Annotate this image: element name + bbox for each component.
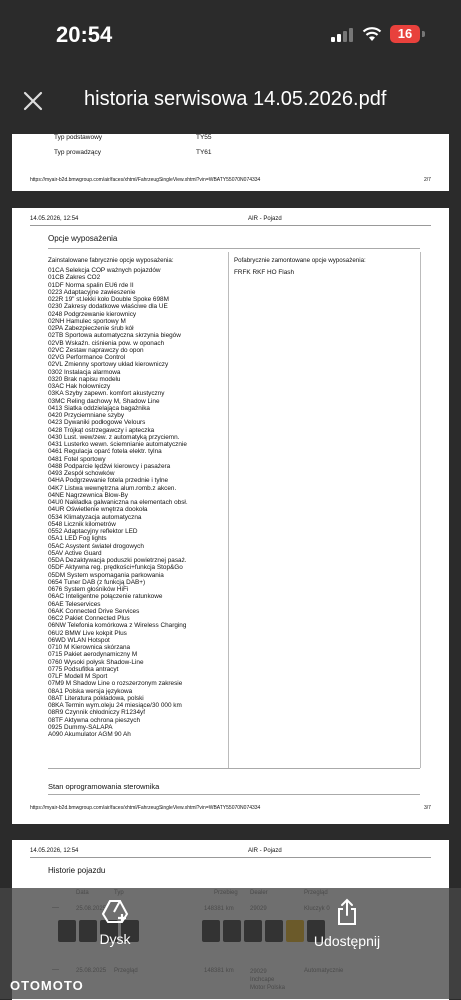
option-item: 0493 Zespół schowków xyxy=(48,470,115,477)
option-item: 0552 Adaptacyjny reflektor LED xyxy=(48,528,138,535)
drive-button[interactable] xyxy=(80,898,150,947)
option-item: 06C2 Pakiet Connected Plus xyxy=(48,615,130,622)
option-item: 02VC Zestaw naprawczy do opon xyxy=(48,346,144,354)
section-title: Stan oprogramowania sterownika xyxy=(48,782,160,791)
option-item: 0654 Tuner DAB (z funkcją DAB+) xyxy=(48,578,146,586)
column-divider xyxy=(420,252,421,768)
page-number: 3/7 xyxy=(424,805,431,811)
service-thumbnail xyxy=(202,920,220,942)
option-item: A090 Akumulator AGM 90 Ah xyxy=(48,731,131,738)
divider xyxy=(48,794,420,795)
drive-icon xyxy=(101,898,129,924)
option-item: 022R 19" st.lekki koło Double Spoke 698M xyxy=(48,296,169,303)
option-item: 05AV Active Guard xyxy=(48,549,102,557)
option-item: 03MC Reling dachowy M, Shadow Line xyxy=(48,397,160,405)
option-item: 0488 Podparcie lędźwi kierowcy i pasażera xyxy=(48,462,171,470)
option-item: 02TB Sportowa automatyczna skrzynia biegów xyxy=(48,332,181,340)
watermark-logo: OTOMOTO xyxy=(10,978,84,993)
row-value: TY55 xyxy=(196,134,212,141)
option-item: 0423 Dywaniki podłogowe Velours xyxy=(48,419,146,427)
option-item: 04K7 Listwa wewnętrzna alum.romb.z akcen. xyxy=(48,484,177,492)
option-item: 02PA Zabezpieczenie śrub kół xyxy=(48,325,134,332)
option-item: 04HA Podgrzewanie fotela przednie i tylne xyxy=(48,477,169,485)
option-item: 08KA Termin wym.oleju 24 miesiące/30 000 km xyxy=(48,702,182,709)
option-item: 05DA Dezaktywacja poduszki powietrznej pasaż. xyxy=(48,557,187,564)
column-divider xyxy=(228,252,229,768)
page-url: https://myair-b2d.bmwgroup.com/air/faces/xhtml/FahrzeugSingleView.xhtml?vin=WBATY55070N074334 xyxy=(30,177,261,183)
share-icon xyxy=(335,898,359,926)
option-item: 02NH Hamulec sportowy M xyxy=(48,317,126,325)
status-bar xyxy=(0,0,461,70)
battery-tip xyxy=(422,31,425,37)
option-item: 0760 Wysoki połysk Shadow-Line xyxy=(48,658,144,666)
option-item: 0248 Podgrzewanie kierownicy xyxy=(48,310,137,318)
pdf-page-2 xyxy=(12,134,449,191)
option-item: 0710 M Kierownica skórzana xyxy=(48,644,131,651)
option-item: 02VG Performance Control xyxy=(48,354,126,361)
divider xyxy=(30,225,431,226)
retrofit-item: FRFK RKF HO Flash xyxy=(234,269,295,276)
share-button[interactable] xyxy=(302,898,392,949)
option-item: 06NW Telefonia komórkowa z Wireless Charging xyxy=(48,622,187,630)
app-name: AIR - Pojazd xyxy=(248,216,282,222)
option-item: 0430 Lust. wew/zew. z automatyką przyciemn. xyxy=(48,433,180,441)
row-label: Typ podstawowy xyxy=(54,134,103,141)
divider xyxy=(48,768,420,769)
section-title: Historie pojazdu xyxy=(48,866,106,875)
app-name: AIR - Pojazd xyxy=(248,848,282,854)
option-item: 0676 System głośników HiFi xyxy=(48,586,129,593)
close-icon[interactable] xyxy=(22,90,44,112)
option-item: 01DF Norma spalin EU6 rde II xyxy=(48,281,134,289)
row-value: TY61 xyxy=(196,149,212,156)
option-item: 03AC Hak holowniczy xyxy=(48,383,111,390)
option-item: 0230 Zakresy dodatkowe właściwe dla UE xyxy=(48,303,168,311)
option-item: 0320 Brak napisu modelu xyxy=(48,375,121,383)
battery-icon: 16 xyxy=(390,25,420,43)
option-item: 08TF Aktywna ochrona pieszych xyxy=(48,716,140,724)
option-item: 0775 Podsufitka antracyt xyxy=(48,665,119,673)
print-date: 14.05.2026, 12:54 xyxy=(30,216,79,222)
option-item: 05DM System wspomagania parkowania xyxy=(48,571,164,579)
option-item: 06AE Teleservices xyxy=(48,600,101,608)
option-item: 04NE Nagrzewnica Blow-By xyxy=(48,491,128,499)
option-item: 03KA Szyby zapewn. komfort akustyczny xyxy=(48,390,165,398)
option-item: 0420 Przyciemniane szyby xyxy=(48,412,125,419)
option-item: 0302 Instalacja alarmowa xyxy=(48,368,121,376)
option-item: 01CA Selekcja COP ważnych pojazdów xyxy=(48,267,161,274)
clock: 20:54 xyxy=(56,22,113,47)
option-item: 0481 Fotel sportowy xyxy=(48,455,106,463)
option-item: 0428 Trójkąt ostrzegawczy i apteczka xyxy=(48,426,155,434)
right-column-heading: Pofabrycznie zamontowane opcje wyposażenia: xyxy=(234,257,366,264)
option-item: 08R9 Czynnik chłodniczy R1234yf xyxy=(48,709,145,717)
option-item: 06U2 BMW Live kokpit Plus xyxy=(48,629,127,637)
page-url: https://myair-b2d.bmwgroup.com/air/faces/xhtml/FahrzeugSingleView.xhtml?vin=WBATY55070N074334 xyxy=(30,805,261,811)
option-item: 04U0 Nakładka galwaniczna na elementach obsł. xyxy=(48,499,188,506)
print-date: 14.05.2026, 12:54 xyxy=(30,848,79,854)
option-item: 01CB Zakres CO2 xyxy=(48,274,101,282)
cellular-signal-icon xyxy=(331,28,353,42)
option-item: 06WD WLAN Hotspot xyxy=(48,636,110,644)
option-item: 0548 Licznik kilometrów xyxy=(48,520,116,528)
option-item: 0715 Pakiet aerodynamiczny M xyxy=(48,651,138,659)
document-title: historia serwisowa 14.05.2026.pdf xyxy=(84,88,387,110)
page-number: 2/7 xyxy=(424,177,431,183)
option-item: 05AC Asystent świateł drogowych xyxy=(48,542,144,550)
option-item: 0223 Adaptacyjne zawieszenie xyxy=(48,288,136,296)
divider xyxy=(48,248,420,249)
service-thumbnail xyxy=(58,920,76,942)
option-item: 02VB Wskaźn. ciśnienia pow. w oponach xyxy=(48,339,165,347)
option-item: 08AT Literatura pokładowa, polski xyxy=(48,694,144,702)
share-label: Udostępnij xyxy=(313,933,381,949)
section-title: Opcje wyposażenia xyxy=(48,234,118,243)
option-item: 07M9 M Shadow Line o rozszerzonym zakresie xyxy=(48,680,183,688)
option-item: 05A1 LED Fog lights xyxy=(48,535,107,543)
pdf-page-3 xyxy=(12,208,449,824)
left-column-heading: Zainstalowane fabrycznie opcje wyposażenia: xyxy=(48,257,174,264)
service-thumbnail xyxy=(265,920,283,942)
option-item: 0534 Klimatyzacja automatyczna xyxy=(48,513,142,521)
option-item: 02VL Zmienny sportowy układ kierowniczy xyxy=(48,361,169,369)
service-thumbnail xyxy=(223,920,241,942)
option-item: 0413 Siatka oddzielająca bagażnika xyxy=(48,404,150,412)
option-item: 0461 Regulacja oparć fotela elektr. tylna xyxy=(48,448,162,456)
divider xyxy=(30,857,431,858)
option-item: 07LF Modell M Sport xyxy=(48,673,108,680)
service-thumbnail xyxy=(244,920,262,942)
option-item: 0925 Dummy-SALAPA xyxy=(48,723,113,731)
option-item: 06AC Inteligentne połączenie ratunkowe xyxy=(48,593,163,601)
factory-options-list xyxy=(48,267,228,738)
option-item: 04UR Oświetlenie wnętrza dookoła xyxy=(48,506,148,514)
option-item: 0431 Lusterko wewn. ściemnianie automatycznie xyxy=(48,441,187,448)
top-bar xyxy=(0,70,461,134)
option-item: 06AK Connected Drive Services xyxy=(48,607,140,615)
wifi-icon xyxy=(362,26,382,42)
row-label: Typ prowadzący xyxy=(54,149,101,156)
drive-label: Dysk xyxy=(99,931,131,947)
option-item: 05DF Aktywna reg. prędkości+funkcja Stop&Go xyxy=(48,564,183,572)
option-item: 08A1 Polska wersja językowa xyxy=(48,687,133,695)
